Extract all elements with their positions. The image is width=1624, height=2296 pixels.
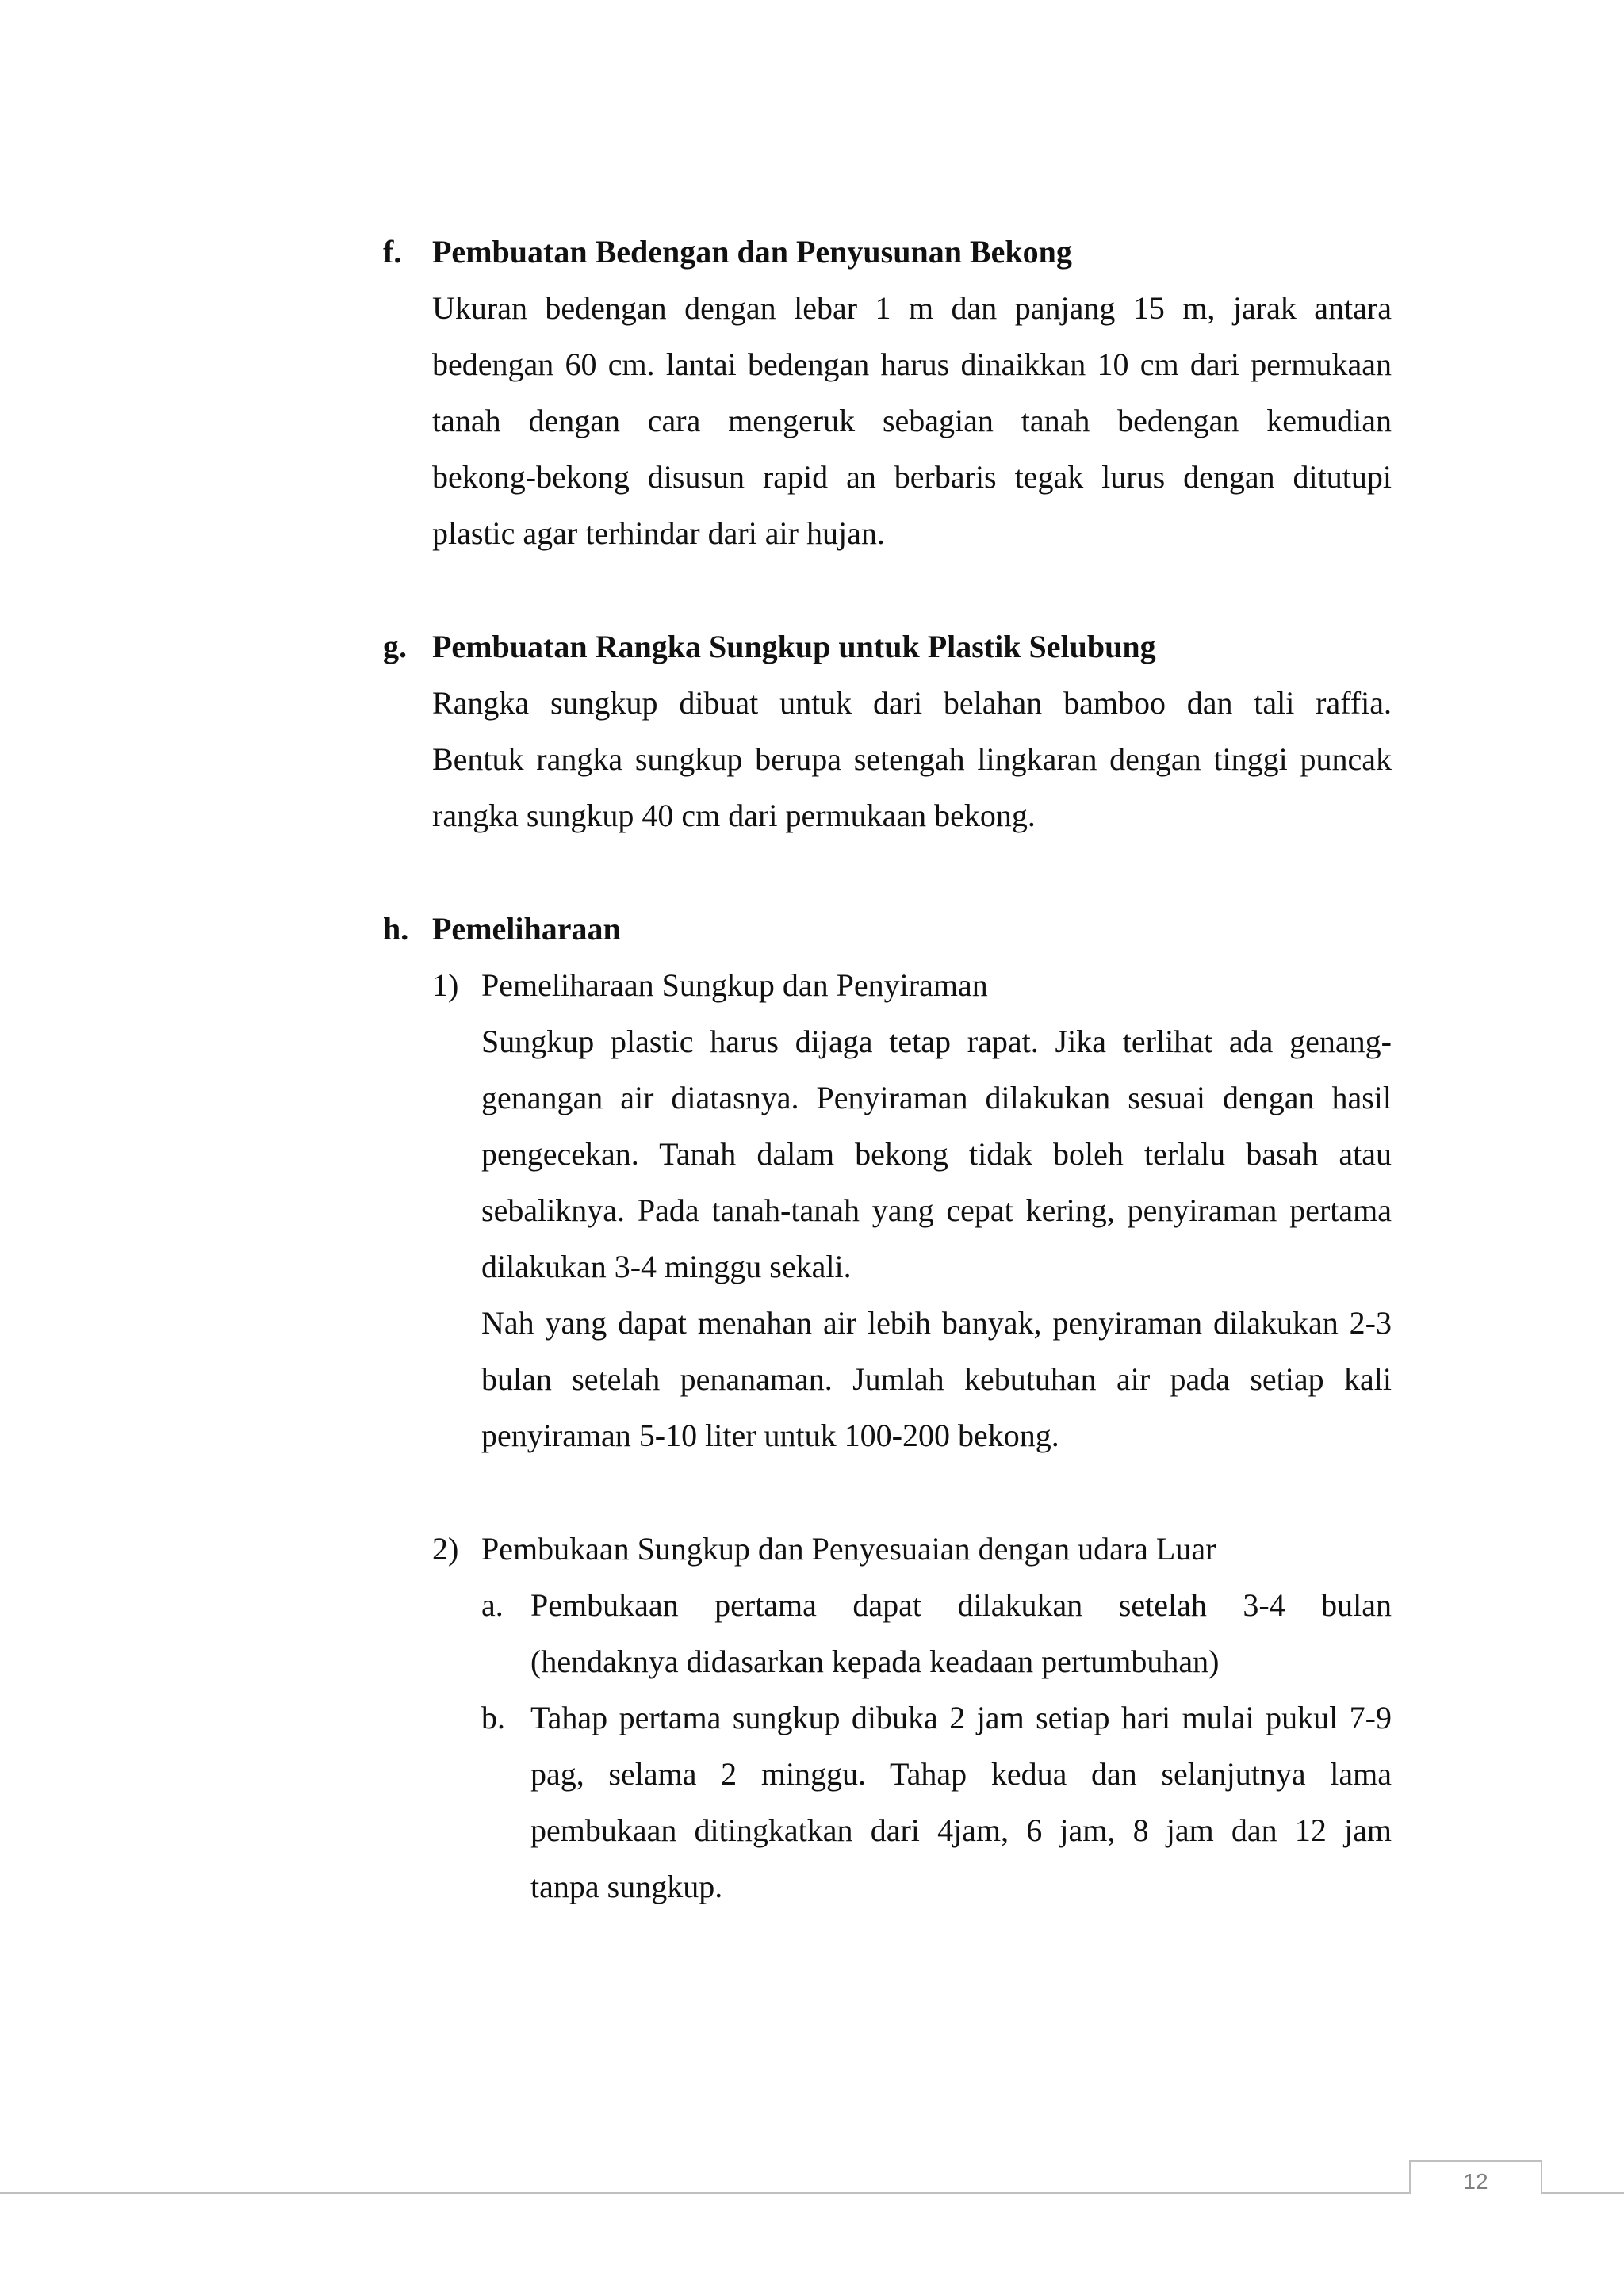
item-1-line: genangan air diatasnya. Penyiraman dilakukan sesuai dengan hasil bbox=[481, 1080, 1392, 1115]
sub-item-b-line: Tahap pertama sungkup dibuka 2 jam setiap hari mulai pukul 7-9 bbox=[530, 1700, 1392, 1735]
section-h-heading: Pemeliharaan bbox=[432, 911, 621, 947]
footer-rule-left bbox=[0, 2192, 1411, 2194]
section-f-line: bedengan 60 cm. lantai bedengan harus dinaikkan 10 cm dari permukaan bbox=[432, 346, 1392, 382]
section-f-line: Ukuran bedengan dengan lebar 1 m dan panjang 15 m, jarak antara bbox=[432, 290, 1392, 326]
item-1-marker: 1) bbox=[432, 967, 459, 1003]
item-1-title: Pemeliharaan Sungkup dan Penyiraman bbox=[481, 967, 988, 1003]
item-1-line: pengecekan. Tanah dalam bekong tidak boleh terlalu basah atau bbox=[481, 1136, 1392, 1172]
section-f-line: tanah dengan cara mengeruk sebagian tanah bedengan kemudian bbox=[432, 403, 1392, 438]
sub-item-a-marker: a. bbox=[481, 1587, 504, 1623]
section-g-line: rangka sungkup 40 cm dari permukaan bekong. bbox=[432, 798, 1036, 833]
section-f-heading: Pembuatan Bedengan dan Penyusunan Bekong bbox=[432, 234, 1072, 270]
sub-item-b-line: tanpa sungkup. bbox=[530, 1869, 723, 1904]
item-1-line: penyiraman 5-10 liter untuk 100-200 bekong. bbox=[481, 1418, 1059, 1453]
footer-rule-right bbox=[1539, 2192, 1624, 2194]
section-f-line: bekong-bekong disusun rapid an berbaris tegak lurus dengan ditutupi bbox=[432, 459, 1392, 495]
sub-item-b-line: pembukaan ditingkatkan dari 4jam, 6 jam, 8 jam dan 12 jam bbox=[530, 1812, 1392, 1848]
sub-item-b-line: pag, selama 2 minggu. Tahap kedua dan selanjutnya lama bbox=[530, 1756, 1392, 1792]
sub-item-b-marker: b. bbox=[481, 1700, 505, 1735]
section-g-line: Rangka sungkup dibuat untuk dari belahan bamboo dan tali raffia. bbox=[432, 685, 1392, 721]
section-h-marker: h. bbox=[383, 911, 409, 947]
sub-item-a-line: Pembukaan pertama dapat dilakukan setelah 3-4 bulan bbox=[530, 1587, 1392, 1623]
item-1-line: sebaliknya. Pada tanah-tanah yang cepat kering, penyiraman pertama bbox=[481, 1192, 1392, 1228]
item-1-line: bulan setelah penanaman. Jumlah kebutuhan air pada setiap kali bbox=[481, 1361, 1392, 1397]
item-2-marker: 2) bbox=[432, 1531, 459, 1567]
sub-item-a-line: (hendaknya didasarkan kepada keadaan pertumbuhan) bbox=[530, 1644, 1220, 1679]
item-2-title: Pembukaan Sungkup dan Penyesuaian dengan udara Luar bbox=[481, 1531, 1216, 1567]
section-f-line: plastic agar terhindar dari air hujan. bbox=[432, 515, 885, 551]
item-1-line: dilakukan 3-4 minggu sekali. bbox=[481, 1249, 852, 1284]
item-1-line: Sungkup plastic harus dijaga tetap rapat. Jika terlihat ada genang- bbox=[481, 1024, 1392, 1059]
section-g-marker: g. bbox=[383, 629, 407, 664]
section-g-heading: Pembuatan Rangka Sungkup untuk Plastik Selubung bbox=[432, 629, 1156, 664]
section-g-line: Bentuk rangka sungkup berupa setengah lingkaran dengan tinggi puncak bbox=[432, 741, 1392, 777]
section-f-marker: f. bbox=[383, 234, 402, 270]
page-number: 12 bbox=[1409, 2160, 1542, 2194]
item-1-line: Nah yang dapat menahan air lebih banyak, penyiraman dilakukan 2-3 bbox=[481, 1305, 1392, 1341]
